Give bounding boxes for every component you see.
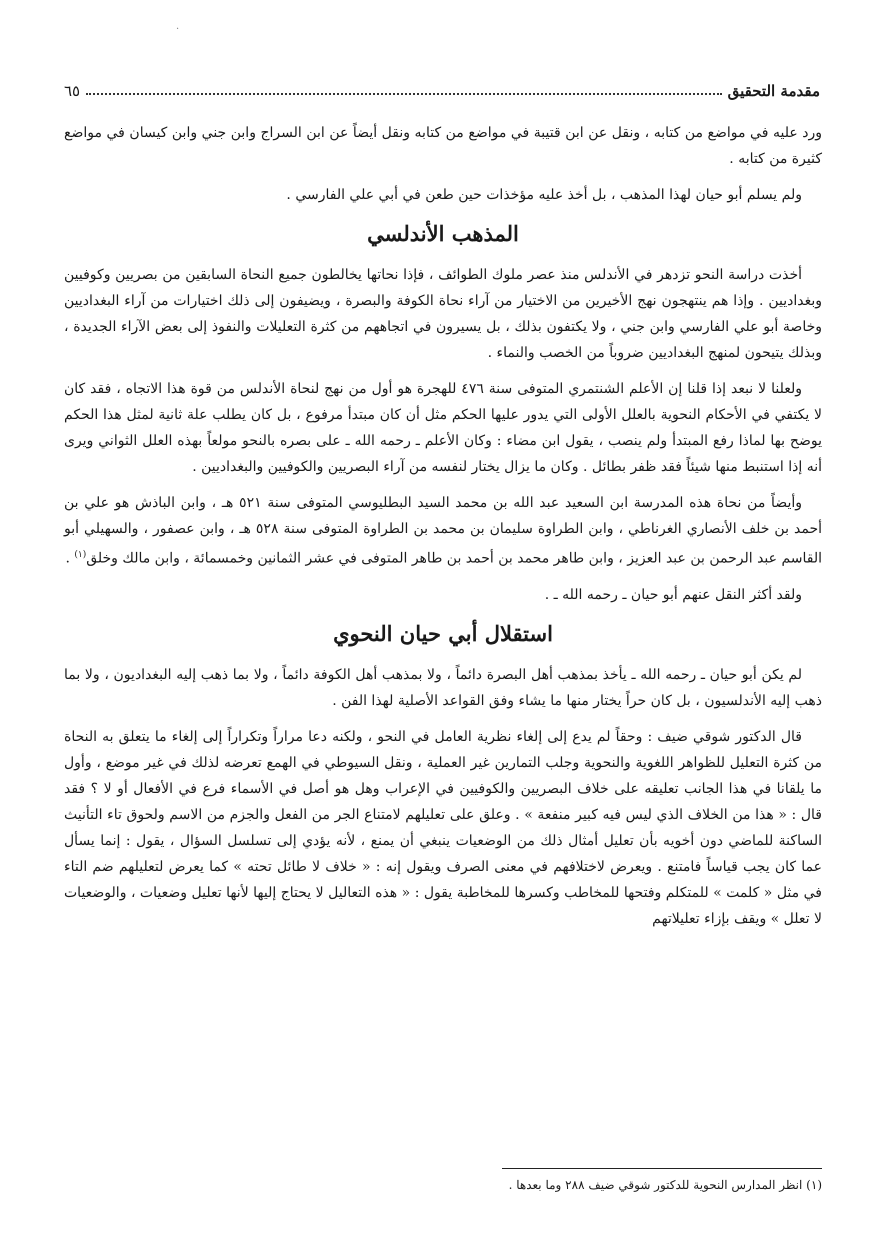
paragraph: ولقد أكثر النقل عنهم أبو حيان ـ رحمه الله ـ . [544,586,802,603]
section-heading-independence: استقلال أبي حيان النحوي [333,620,553,646]
paragraph-text: وأيضاً من نحاة هذه المدرسة ابن السعيد عبد الله بن محمد السيد البطليوسي المتوفى سنة ٥٢١ هـ ، وابن الباذش هو علي بن أحمد بن خلف الأنصاري الغرناطي ، وابن الطراوة سليمان بن محمد بن الطراوة المتوفى سنة ٥٢٨ هـ ، وابن عصفور ، والسهيلي أبو القاسم عبد الرحمن بن عبد العزيز ، وابن طاهر محمد بن أحمد بن طاهر المتوفى في عشر الثمانين وخمسمائة ، وابن مالك وخلق [64,495,822,567]
paragraph-continued: ورد عليه في مواضع من كتابه ، ونقل عن ابن قتيبة في مواضع من كتابه ونقل أيضاً عن ابن السراج وابن جني وابن كيسان في مواضع كثيرة من كتابه . [64,125,822,167]
paragraph-with-footnote: وأيضاً من نحاة هذه المدرسة ابن السعيد عبد الله بن محمد السيد البطليوسي المتوفى سنة ٥٢١ هـ ، وابن الباذش هو علي بن أحمد بن خلف الأنصاري الغرناطي ، وابن الطراوة سليمان بن محمد بن الطراوة المتوفى سنة ٥٢٨ هـ ، وابن عصفور ، والسهيلي أبو القاسم عبد الرحمن بن عبد العزيز ، وابن طاهر محمد بن أحمد بن طاهر المتوفى في عشر الثمانين وخمسمائة ، وابن مالك وخلق$^{(١)}$ . [64,495,822,567]
header-title: مقدمة التحقيق [727,82,820,100]
running-header [64,82,820,106]
page-body [64,120,822,942]
paragraph: أخذت دراسة النحو تزدهر في الأندلس منذ عصر ملوك الطوائف ، فإذا نحاتها يخالطون جميع النحاة السابقين من بصريين وكوفيين وبغداديين . وإذا هم ينتهجون نهج الأخيرين من الاختيار من آراء نحاة الكوفة والبصرة ، ويضيفون إلى ذلك اختيارات من آراء البغداديين وخاصة أبو علي الفارسي وابن جني ، ولا يكتفون بذلك ، بل يسيرون في اتجاههم من كثرة التعليلات والنفوذ إلى بعض الآراء الجديدة ، وبذلك يتيحون لمنهج البغداديين ضروباً من الخصب والنماء . [64,267,822,361]
paragraph: قال الدكتور شوقي ضيف : وحقاً لم يدع إلى إلغاء نظرية العامل في النحو ، ولكنه دعا مراراً وتكراراً إلى إلغاء ما يتعلق به النحاة من كثرة التعليل للظواهر اللغوية والنحوية وجلب التمارين غير العملية ، ونقل السيوطي في الهمع تعرضه لذلك في غير موضع ، وأول ما يلقانا في هذا الجانب تعليقه على خلاف البصريين والكوفيين في الإعراب وهل هو أصل في الأسماء فرع في الأفعال أو لا ؟ فقد قال : « هذا من الخلاف الذي ليس فيه كبير منفعة » . وعلق على تعليلهم لامتناع الجر من الفعل والجزم من الاسم ولحوق تاء التأنيث الساكنة للماضي دون أخويه بأن تعليل أمثال ذلك من الوضعيات ينبغي أن يمنع ، لأنه يؤدي إلى تسلسل السؤال ، يقول : إنما يسأل عما كان يجب قياساً فامتنع . ويعرض لاختلافهم في معنى الصرف ويقول إنه : « خلاف لا طائل تحته » كما يعرض لتعليلهم ضم التاء في مثل « كلمت » للمتكلم وفتحها للمخاطب وكسرها للمخاطبة يقول : « هذه التعاليل لا يحتاج إليها لأنها تعليل وضعيات ، والوضعيات لا تعلل » ويقف بإزاء تعليلاتهم [64,728,822,927]
paragraph: ولعلنا لا نبعد إذا قلنا إن الأعلم الشنتمري المتوفى سنة ٤٧٦ للهجرة هو أول من نهج لنحاة الأندلس من قوة هذا الاتجاه ، فقد كان لا يكتفي في الأحكام النحوية بالعلل الأولى التي يدور عليها الحكم مثل أن كان مبتدأ مرفوع ، بل كان يطلب علة ثانية لمثل هذا الحكم يوضح بها لماذا رفع المبتدأ ولم ينصب ، يقول ابن مضاء : وكان الأعلم ـ رحمه الله ـ على بصره بالنحو مولعاً بهذه العلل الثواني ويرى أنه إذا استنبط منها شيئاً فقد ظفر بطائل . وكان ما يزال يختار لنفسه من آراء البصريين والكوفيين والبغداديين . [64,381,822,475]
header-dot-leader [86,93,722,95]
paragraph: لم يكن أبو حيان ـ رحمه الله ـ يأخذ بمذهب أهل البصرة دائماً ، ولا بمذهب أهل الكوفة دائماً ، ولا بما ذهب إليه البغداديون ، ولا بما ذهب إليه الأندلسيون ، بل كان حراً يختار منها ما يشاء وفق القواعد الأصلية لهذا الفن . [64,666,822,709]
footnote: (١) انظر المدارس النحوية للدكتور شوقي ضيف ٢٨٨ وما بعدها . [508,1178,822,1192]
section-heading-andalusian: المذهب الأندلسي [367,221,519,246]
paragraph: ولم يسلم أبو حيان لهذا المذهب ، بل أخذ عليه مؤخذات حين طعن في أبي علي الفارسي . [286,187,802,203]
top-mark: · [176,24,180,35]
footnote-rule [502,1168,822,1169]
footnote-reference: (١) [74,550,87,560]
page-number: ٦٥ [64,82,81,100]
